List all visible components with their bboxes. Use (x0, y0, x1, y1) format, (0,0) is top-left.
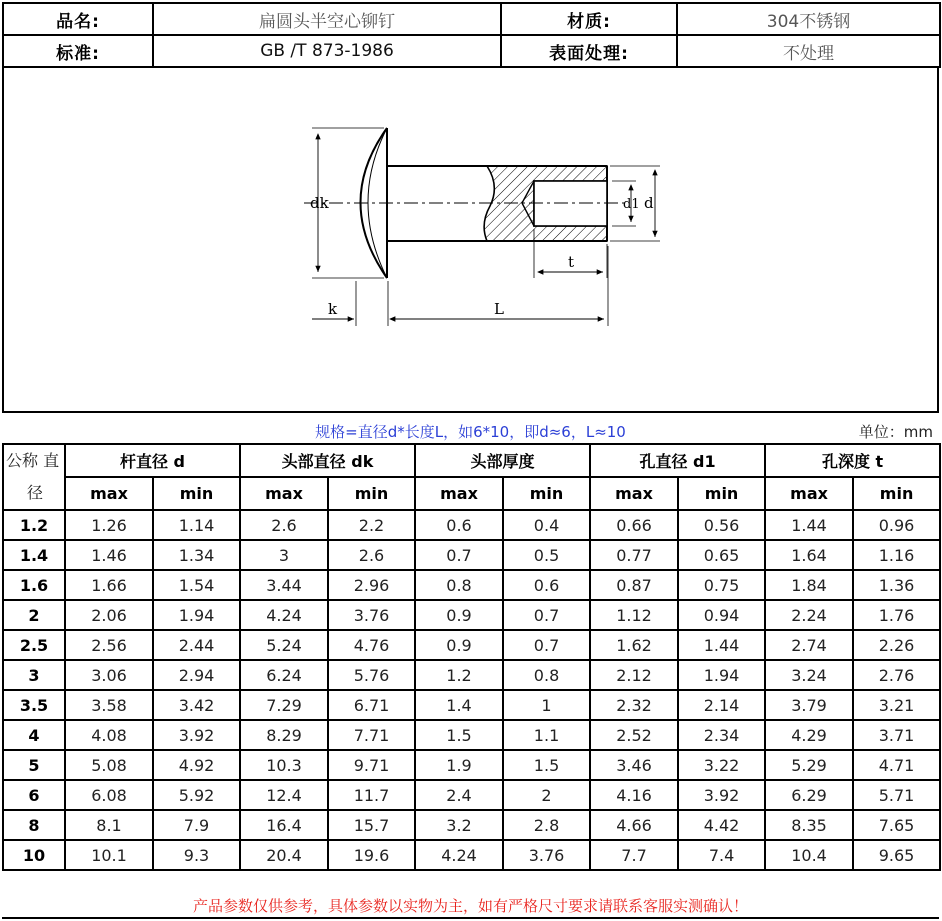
value-cell: 3.58 (65, 690, 153, 720)
value-cell: 4.66 (590, 810, 678, 840)
value-cell: 0.56 (678, 510, 765, 540)
value-cell: 10.3 (240, 750, 328, 780)
value-cell: 2.74 (765, 630, 853, 660)
k-label: k (328, 300, 338, 318)
rivet-drawing-area (2, 66, 939, 411)
value-cell: 1.34 (153, 540, 240, 570)
value-cell: 15.7 (328, 810, 415, 840)
value-cell: 0.75 (678, 570, 765, 600)
group-header: 孔直径 d1 (590, 444, 765, 477)
dimension-table (2, 443, 941, 871)
value-cell: 4.29 (765, 720, 853, 750)
table-row (3, 570, 940, 600)
value-cell: 7.4 (678, 840, 765, 870)
min-header: min (853, 477, 940, 510)
value-cell: 4.71 (853, 750, 940, 780)
value-cell: 3.2 (415, 810, 503, 840)
standard-label: 标准: (3, 35, 153, 67)
d-label: d (644, 194, 654, 212)
value-cell: 7.65 (853, 810, 940, 840)
nominal-diameter-cell: 1.4 (3, 540, 65, 570)
nominal-diameter-cell: 1.6 (3, 570, 65, 600)
nominal-diameter-cell: 4 (3, 720, 65, 750)
value-cell: 7.29 (240, 690, 328, 720)
value-cell: 6.24 (240, 660, 328, 690)
product-spec-sheet (2, 2, 939, 918)
value-cell: 12.4 (240, 780, 328, 810)
value-cell: 2.52 (590, 720, 678, 750)
group-header: 孔深度 t (765, 444, 940, 477)
table-row (3, 810, 940, 840)
table-row (3, 510, 940, 540)
name-label: 品名: (3, 3, 153, 35)
table-row (3, 600, 940, 630)
value-cell: 4.16 (590, 780, 678, 810)
value-cell: 2.6 (240, 510, 328, 540)
table-group-header-row (3, 444, 940, 477)
nominal-diameter-cell: 3.5 (3, 690, 65, 720)
nominal-diameter-cell: 3 (3, 660, 65, 690)
nominal-diameter-cell: 10 (3, 840, 65, 870)
table-row (3, 630, 940, 660)
value-cell: 3 (240, 540, 328, 570)
value-cell: 3.92 (153, 720, 240, 750)
value-cell: 1.62 (590, 630, 678, 660)
value-cell: 1.5 (503, 750, 590, 780)
nominal-header-line2: 径 (3, 477, 65, 510)
min-header: min (503, 477, 590, 510)
spec-note: 规格=直径d*长度L，如6*10，即d≈6，L≈10 (315, 423, 626, 441)
table-row (3, 720, 940, 750)
value-cell: 0.9 (415, 630, 503, 660)
value-cell: 1.94 (678, 660, 765, 690)
value-cell: 3.24 (765, 660, 853, 690)
value-cell: 2.8 (503, 810, 590, 840)
value-cell: 3.76 (503, 840, 590, 870)
rivet-technical-drawing (4, 66, 937, 411)
value-cell: 0.5 (503, 540, 590, 570)
value-cell: 6.71 (328, 690, 415, 720)
value-cell: 5.29 (765, 750, 853, 780)
value-cell: 11.7 (328, 780, 415, 810)
blind-hole (534, 181, 607, 226)
value-cell: 4.24 (415, 840, 503, 870)
value-cell: 4.92 (153, 750, 240, 780)
value-cell: 1.44 (765, 510, 853, 540)
value-cell: 0.6 (415, 510, 503, 540)
nominal-diameter-cell: 2 (3, 600, 65, 630)
value-cell: 2.6 (328, 540, 415, 570)
value-cell: 1.76 (853, 600, 940, 630)
group-header: 头部直径 dk (240, 444, 415, 477)
value-cell: 1.66 (65, 570, 153, 600)
value-cell: 1.44 (678, 630, 765, 660)
value-cell: 2.26 (853, 630, 940, 660)
spec-note-row (2, 411, 939, 445)
value-cell: 1.9 (415, 750, 503, 780)
value-cell: 2.24 (765, 600, 853, 630)
value-cell: 0.65 (678, 540, 765, 570)
table-subheader-row (3, 477, 940, 510)
value-cell: 2.2 (328, 510, 415, 540)
value-cell: 2.12 (590, 660, 678, 690)
product-header-table (2, 2, 941, 68)
surface-value: 不处理 (677, 35, 940, 67)
value-cell: 0.94 (678, 600, 765, 630)
t-label: t (568, 253, 575, 271)
value-cell: 2.94 (153, 660, 240, 690)
value-cell: 19.6 (328, 840, 415, 870)
value-cell: 0.8 (503, 660, 590, 690)
value-cell: 3.06 (65, 660, 153, 690)
value-cell: 1.64 (765, 540, 853, 570)
value-cell: 2.4 (415, 780, 503, 810)
table-row (3, 840, 940, 870)
value-cell: 3.79 (765, 690, 853, 720)
value-cell: 1.46 (65, 540, 153, 570)
standard-value: GB /T 873-1986 (153, 35, 501, 67)
value-cell: 0.7 (503, 600, 590, 630)
value-cell: 2 (503, 780, 590, 810)
value-cell: 3.44 (240, 570, 328, 600)
value-cell: 1.4 (415, 690, 503, 720)
min-header: min (678, 477, 765, 510)
value-cell: 2.32 (590, 690, 678, 720)
max-header: max (65, 477, 153, 510)
nominal-diameter-cell: 8 (3, 810, 65, 840)
disclaimer-footer: 产品参数仅供参考，具体参数以实物为主，如有严格尺寸要求请联系客服实测确认！ (2, 895, 939, 919)
value-cell: 0.7 (415, 540, 503, 570)
value-cell: 6.08 (65, 780, 153, 810)
max-header: max (765, 477, 853, 510)
value-cell: 1.36 (853, 570, 940, 600)
group-header: 杆直径 d (65, 444, 240, 477)
unit-label: 单位：mm (858, 423, 933, 441)
value-cell: 8.29 (240, 720, 328, 750)
value-cell: 3.42 (153, 690, 240, 720)
value-cell: 5.71 (853, 780, 940, 810)
value-cell: 7.9 (153, 810, 240, 840)
value-cell: 2.56 (65, 630, 153, 660)
value-cell: 2.44 (153, 630, 240, 660)
value-cell: 0.87 (590, 570, 678, 600)
nominal-diameter-header (3, 444, 65, 477)
value-cell: 16.4 (240, 810, 328, 840)
value-cell: 10.4 (765, 840, 853, 870)
value-cell: 2.96 (328, 570, 415, 600)
material-label: 材质: (501, 3, 677, 35)
value-cell: 9.3 (153, 840, 240, 870)
value-cell: 1.14 (153, 510, 240, 540)
value-cell: 8.1 (65, 810, 153, 840)
value-cell: 5.24 (240, 630, 328, 660)
value-cell: 0.7 (503, 630, 590, 660)
dk-label: dk (310, 194, 329, 212)
value-cell: 1.94 (153, 600, 240, 630)
value-cell: 3.22 (678, 750, 765, 780)
value-cell: 0.8 (415, 570, 503, 600)
min-header: min (328, 477, 415, 510)
value-cell: 20.4 (240, 840, 328, 870)
max-header: max (240, 477, 328, 510)
material-value: 304不锈钢 (677, 3, 940, 35)
nominal-header-line1: 公称 直 (6, 451, 60, 470)
nominal-diameter-cell: 5 (3, 750, 65, 780)
d1-label: d1 (623, 197, 640, 212)
value-cell: 5.08 (65, 750, 153, 780)
nominal-diameter-cell: 6 (3, 780, 65, 810)
value-cell: 4.24 (240, 600, 328, 630)
name-value: 扁圆头半空心铆钉 (153, 3, 501, 35)
value-cell: 7.7 (590, 840, 678, 870)
value-cell: 7.71 (328, 720, 415, 750)
value-cell: 0.77 (590, 540, 678, 570)
value-cell: 9.65 (853, 840, 940, 870)
value-cell: 3.71 (853, 720, 940, 750)
value-cell: 0.9 (415, 600, 503, 630)
value-cell: 3.92 (678, 780, 765, 810)
value-cell: 4.08 (65, 720, 153, 750)
value-cell: 10.1 (65, 840, 153, 870)
value-cell: 5.92 (153, 780, 240, 810)
value-cell: 4.76 (328, 630, 415, 660)
value-cell: 1.1 (503, 720, 590, 750)
value-cell: 2.76 (853, 660, 940, 690)
value-cell: 0.66 (590, 510, 678, 540)
value-cell: 4.42 (678, 810, 765, 840)
value-cell: 5.76 (328, 660, 415, 690)
min-header: min (153, 477, 240, 510)
table-row (3, 660, 940, 690)
value-cell: 3.76 (328, 600, 415, 630)
value-cell: 2.14 (678, 690, 765, 720)
value-cell: 1.16 (853, 540, 940, 570)
group-header: 头部厚度 (415, 444, 590, 477)
value-cell: 2.06 (65, 600, 153, 630)
value-cell: 6.29 (765, 780, 853, 810)
table-row (3, 750, 940, 780)
value-cell: 1.2 (415, 660, 503, 690)
table-row (3, 690, 940, 720)
L-label: L (494, 300, 504, 318)
value-cell: 1.5 (415, 720, 503, 750)
value-cell: 3.21 (853, 690, 940, 720)
table-row (3, 780, 940, 810)
value-cell: 9.71 (328, 750, 415, 780)
value-cell: 3.46 (590, 750, 678, 780)
max-header: max (590, 477, 678, 510)
value-cell: 8.35 (765, 810, 853, 840)
value-cell: 0.6 (503, 570, 590, 600)
value-cell: 1.26 (65, 510, 153, 540)
value-cell: 0.96 (853, 510, 940, 540)
value-cell: 1.54 (153, 570, 240, 600)
nominal-diameter-cell: 2.5 (3, 630, 65, 660)
value-cell: 2.34 (678, 720, 765, 750)
max-header: max (415, 477, 503, 510)
value-cell: 0.4 (503, 510, 590, 540)
nominal-diameter-cell: 1.2 (3, 510, 65, 540)
table-row (3, 540, 940, 570)
value-cell: 1.84 (765, 570, 853, 600)
value-cell: 1.12 (590, 600, 678, 630)
surface-label: 表面处理: (501, 35, 677, 67)
value-cell: 1 (503, 690, 590, 720)
